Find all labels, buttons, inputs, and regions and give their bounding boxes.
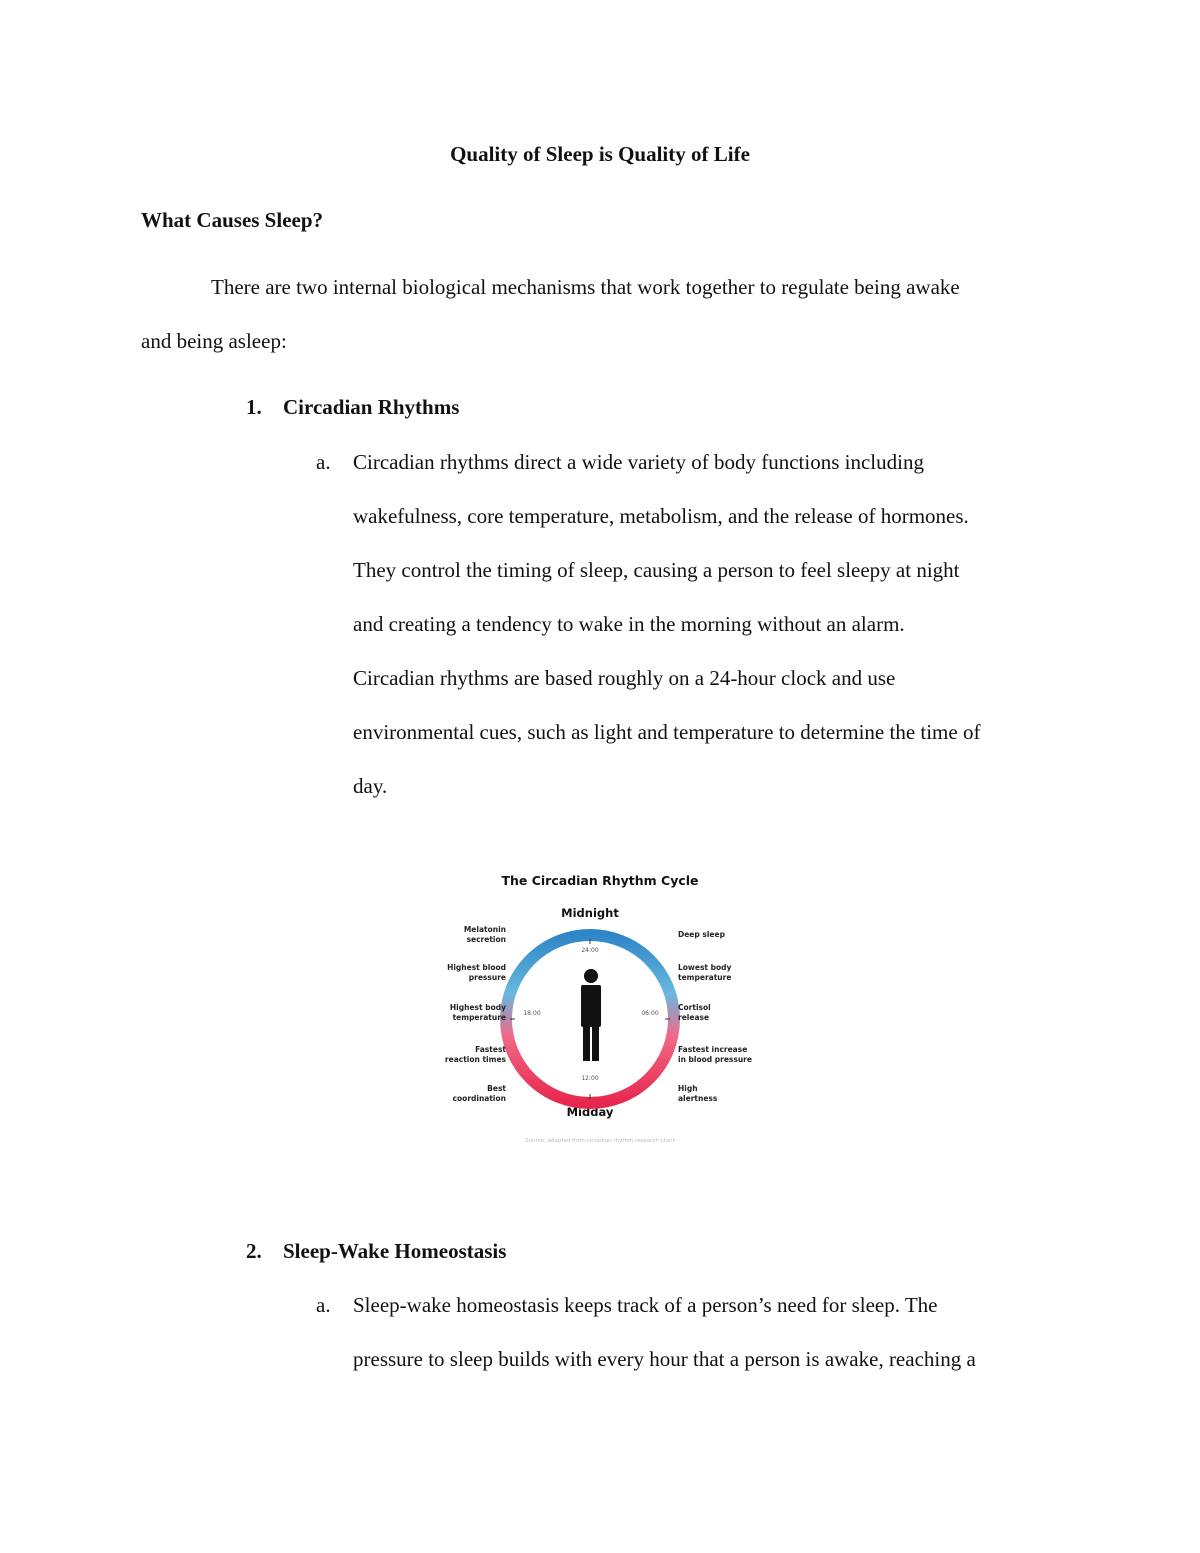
paragraph-line: They control the timing of sleep, causing a person to feel sleepy at night (353, 558, 960, 582)
paragraph-line: Sleep-wake homeostasis keeps track of a person’s need for sleep. The (353, 1293, 938, 1317)
inner-label-left: 18:00 (523, 1010, 541, 1017)
sublist-letter: a. (316, 1293, 331, 1317)
left-label-1: Highest blood pressure (447, 963, 506, 982)
right-label-1: Lowest body temperature (678, 963, 732, 982)
paragraph-line: wakefulness, core temperature, metabolism, and the release of hormones. (353, 504, 969, 528)
figure-label-midnight: Midnight (561, 906, 619, 920)
right-label-0: Deep sleep (678, 930, 725, 939)
right-labels (678, 930, 752, 1103)
inner-label-top: 24:00 (581, 947, 599, 954)
paragraph-line: Circadian rhythms are based roughly on a 24-hour clock and use (353, 666, 896, 690)
figure-label-midday: Midday (566, 1105, 614, 1119)
intro-line: and being asleep: (141, 329, 287, 353)
list-number: 2. (246, 1239, 262, 1263)
right-label-2: Cortisol release (678, 1003, 711, 1022)
document-title: Quality of Sleep is Quality of Life (450, 142, 750, 166)
inner-label-bottom: 12:00 (581, 1075, 599, 1082)
figure-caption: Source: adapted from circadian rhythm research chart (525, 1138, 675, 1144)
paragraph-line: Circadian rhythms direct a wide variety of body functions including (353, 450, 924, 474)
right-label-4: High alertness (678, 1084, 718, 1103)
section-heading: What Causes Sleep? (141, 208, 324, 232)
person-silhouette-icon (581, 969, 601, 1061)
circadian-diagram (420, 862, 780, 1152)
paragraph-line: environmental cues, such as light and temperature to determine the time of (353, 720, 981, 744)
paragraph-line: and creating a tendency to wake in the morning without an alarm. (353, 612, 905, 636)
figure-title: The Circadian Rhythm Cycle (501, 873, 699, 888)
circadian-figure (420, 862, 780, 1152)
list-heading-homeostasis: Sleep-Wake Homeostasis (283, 1239, 507, 1263)
list-heading-circadian: Circadian Rhythms (283, 395, 460, 419)
right-label-3: Fastest increase in blood pressure (678, 1045, 752, 1064)
left-label-0: Melatonin secretion (463, 925, 506, 944)
paragraph-line: pressure to sleep builds with every hour that a person is awake, reaching a (353, 1347, 976, 1371)
intro-line: There are two internal biological mechanisms that work together to regulate being awake (211, 275, 960, 299)
left-labels (445, 925, 507, 1103)
left-label-4: Best coordination (452, 1084, 506, 1103)
list-number: 1. (246, 395, 262, 419)
left-label-2: Highest body temperature (449, 1003, 506, 1022)
inner-label-right: 06:00 (641, 1010, 659, 1017)
sublist-letter: a. (316, 450, 331, 474)
paragraph-line: day. (353, 774, 388, 798)
left-label-3: Fastest reaction times (444, 1045, 506, 1064)
